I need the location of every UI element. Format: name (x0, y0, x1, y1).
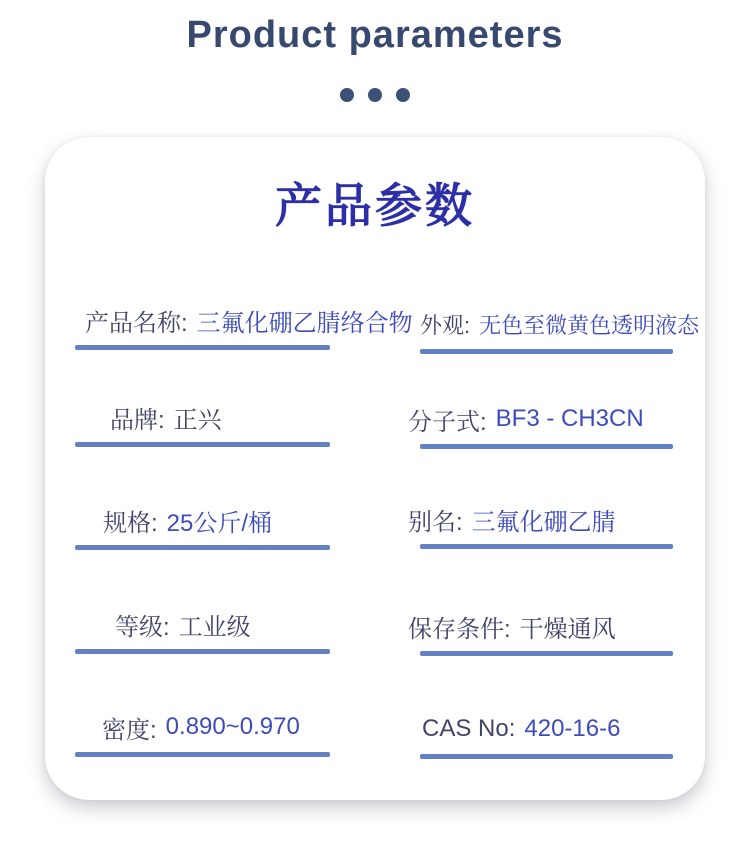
field-underline (420, 754, 673, 759)
field-label: 外观: (420, 312, 471, 338)
page-title: Product parameters (186, 14, 564, 56)
field-storage-conditions (408, 606, 673, 656)
field-grade (75, 604, 330, 654)
field-value: 无色至微黄色透明液态 (479, 312, 700, 338)
field-label: 等级: (115, 613, 170, 641)
field-underline (420, 444, 673, 449)
field-value: 0.890~0.970 (165, 713, 300, 740)
field-label: 分子式: (408, 408, 487, 436)
field-value: 工业级 (178, 613, 251, 641)
field-molecular-formula (408, 399, 673, 449)
field-label: 密度: (102, 716, 157, 744)
field-value: 420-16-6 (524, 715, 621, 742)
field-underline (420, 544, 673, 549)
field-label: 保存条件: (408, 615, 511, 643)
field-label: 品牌: (110, 406, 165, 434)
field-underline (420, 651, 673, 656)
field-value: 干燥通风 (519, 615, 616, 643)
field-underline (75, 345, 330, 350)
field-value: 三氟化硼乙腈络合物 (196, 309, 413, 337)
product-parameters-card (45, 137, 705, 800)
field-underline (75, 545, 330, 550)
dot-icon (396, 88, 410, 102)
card-heading: 产品参数 (275, 179, 475, 232)
field-label: 规格: (103, 509, 158, 537)
field-value: 正兴 (173, 406, 222, 434)
dot-icon (368, 88, 382, 102)
field-underline (420, 349, 673, 354)
field-label: CAS No: (422, 715, 516, 742)
field-appearance (408, 304, 700, 354)
dot-icon (340, 88, 354, 102)
title-divider-dots (0, 88, 750, 102)
field-value: BF3 - CH3CN (495, 405, 644, 432)
field-alias (408, 499, 673, 549)
field-label: 产品名称: (85, 309, 188, 337)
field-cas-number (408, 709, 673, 759)
field-specification (75, 500, 330, 550)
field-product-name (75, 300, 413, 350)
field-underline (75, 442, 330, 447)
field-underline (75, 649, 330, 654)
field-value: 三氟化硼乙腈 (471, 508, 616, 536)
field-underline (75, 752, 330, 757)
field-label: 别名: (408, 508, 463, 536)
field-density (75, 707, 330, 757)
field-brand (75, 397, 330, 447)
field-value: 25公斤/桶 (166, 509, 273, 537)
